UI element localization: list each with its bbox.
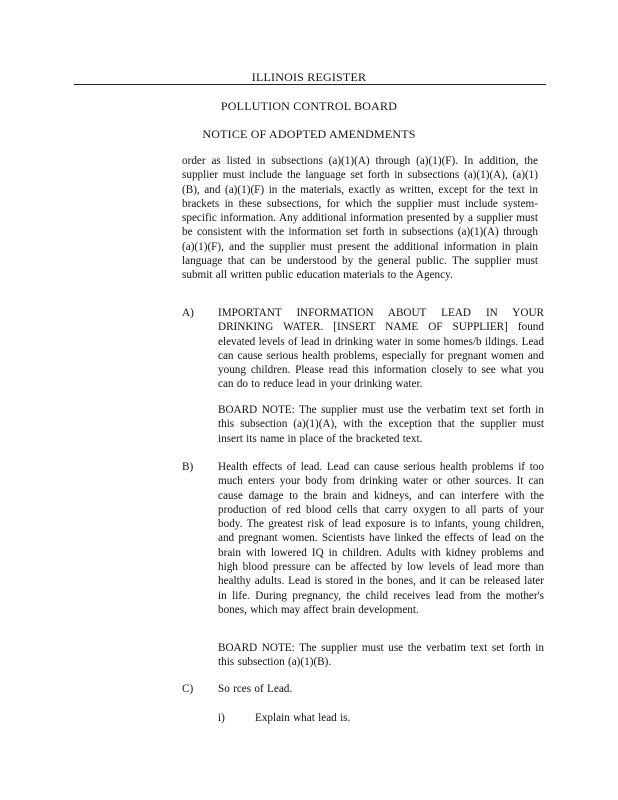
register-title: ILLINOIS REGISTER	[251, 70, 367, 84]
intro-paragraph: order as listed in subsections (a)(1)(A) through (a)(1)(F). In addition, the supplier must include the language set forth in subsections (a)(1)(A), (a)(1)(B), and (a)(1)(F) in the materials, exactly as written, except for the text in brackets in these subsections, for which the supplier must include system-specific information. Any additional information presented by a supplier must be consistent with the information set forth in subsections (a)(1)(A) through (a)(1)(F), and the supplier must present the additional information in plain language that can be understood by the general public. The supplier must submit all written public education materials to the Agency.	[182, 155, 538, 282]
board-name: POLLUTION CONTROL BOARD	[220, 99, 398, 113]
notice-title: NOTICE OF ADOPTED AMENDMENTS	[202, 127, 416, 141]
item-a-text: IMPORTANT INFORMATION ABOUT LEAD IN YOUR DRINKING WATER. [INSERT NAME OF SUPPLIER] found elevated levels of lead in drinking water in some homes/b ildings. Lead can cause serious health problems, especially for pregnant women and young children. Please read this information closely to see what you can do to reduce lead in your drinking water.	[218, 307, 544, 391]
item-c-label: C)	[182, 683, 194, 695]
item-b-board-note: BOARD NOTE: The supplier must use the verbatim text set forth in this subsection (a)(1)(B).	[218, 642, 544, 669]
item-b-text: Health effects of lead. Lead can cause serious health problems if too much enters your body from drinking water or other sources. It can cause damage to the brain and kidneys, and can interfere with the production of red blood cells that carry oxygen to all parts of your body. The greatest risk of lead exposure is to infants, young children, and pregnant women. Scientists have linked the effects of lead on the brain with lowered IQ in children. Adults with kidney problems and high blood pressure can be affected by low levels of lead more than healthy adults. Lead is stored in the bones, and it can be released later in life. During pregnancy, the child receives lead from the mother's bones, which may affect brain development.	[218, 461, 544, 616]
item-c-text: So rces of Lead.	[218, 683, 293, 695]
header-divider	[74, 84, 546, 85]
item-a-board-note: BOARD NOTE: The supplier must use the verbatim text set forth in this subsection (a)(1)(A), with the exception that the supplier must insert its name in place of the bracketed text.	[218, 404, 544, 445]
item-c-i-text: Explain what lead is.	[255, 712, 351, 724]
item-a-label: A)	[182, 307, 194, 319]
item-b-label: B)	[182, 461, 194, 473]
item-c-i-label: i)	[218, 712, 225, 724]
